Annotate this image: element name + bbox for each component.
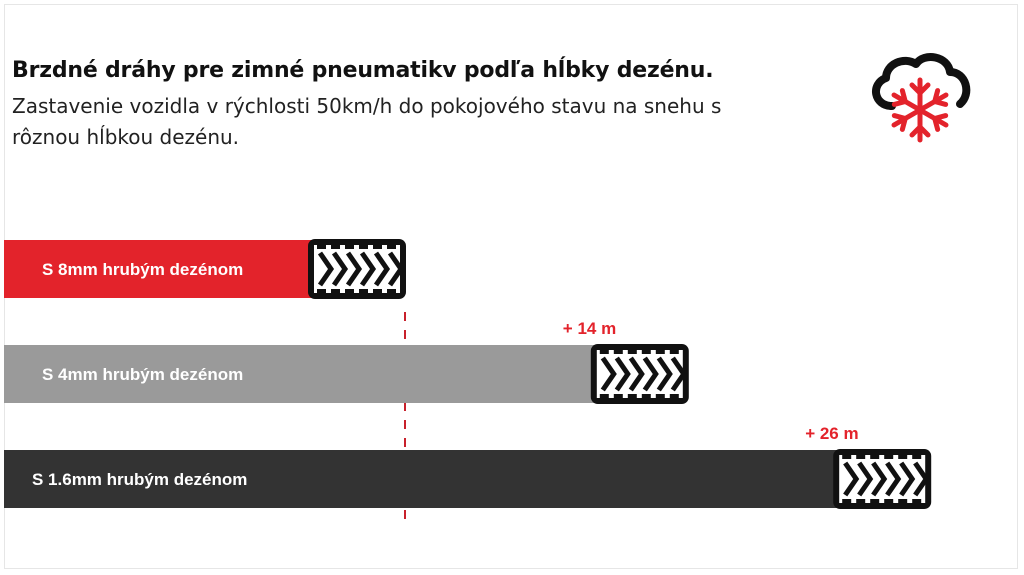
chart-subtitle: Zastavenie vozidla v rýchlosti 50km/h do pokojového stavu na snehu s rôznou hĺbkou dezénu. <box>12 94 722 149</box>
tread-block <box>359 244 368 249</box>
tread-block <box>317 244 326 249</box>
delta-label-1: + 14 m <box>562 319 617 338</box>
tread-block <box>642 394 651 399</box>
bar-label-1: S 4mm hrubým dezénom <box>42 365 244 384</box>
tread-block <box>345 244 354 249</box>
tread-block <box>884 499 893 504</box>
tread-block <box>870 499 879 504</box>
tread-block <box>387 244 396 249</box>
tread-block <box>670 349 679 354</box>
tread-block <box>856 499 865 504</box>
tread-block <box>912 499 921 504</box>
tread-block <box>898 499 907 504</box>
tread-block <box>373 289 382 294</box>
tire-tread-icon <box>591 344 689 404</box>
bar-label-2: S 1.6mm hrubým dezénom <box>32 470 248 489</box>
tread-block <box>359 289 368 294</box>
tread-block <box>614 394 623 399</box>
tread-block <box>387 289 396 294</box>
tread-block <box>856 454 865 459</box>
tread-block <box>842 454 851 459</box>
tread-block <box>331 289 340 294</box>
tread-block <box>912 454 921 459</box>
tread-block <box>656 349 665 354</box>
tread-block <box>614 349 623 354</box>
tread-block <box>331 244 340 249</box>
chart-title: Brzdné dráhy pre zimné pneumatikv podľa hĺbky dezénu. <box>12 58 714 83</box>
tread-block <box>628 394 637 399</box>
tread-block <box>884 454 893 459</box>
tread-block <box>628 349 637 354</box>
tread-block <box>870 454 879 459</box>
tread-block <box>317 289 326 294</box>
tread-block <box>656 394 665 399</box>
tread-block <box>670 394 679 399</box>
tread-block <box>373 244 382 249</box>
tread-block <box>600 394 609 399</box>
tire-tread-icon <box>308 239 406 299</box>
bar-label-0: S 8mm hrubým dezénom <box>42 260 244 279</box>
tire-tread-icon <box>833 449 931 509</box>
tread-block <box>842 499 851 504</box>
tread-block <box>600 349 609 354</box>
tread-block <box>898 454 907 459</box>
tread-block <box>642 349 651 354</box>
delta-label-2: + 26 m <box>805 424 859 443</box>
tread-block <box>345 289 354 294</box>
